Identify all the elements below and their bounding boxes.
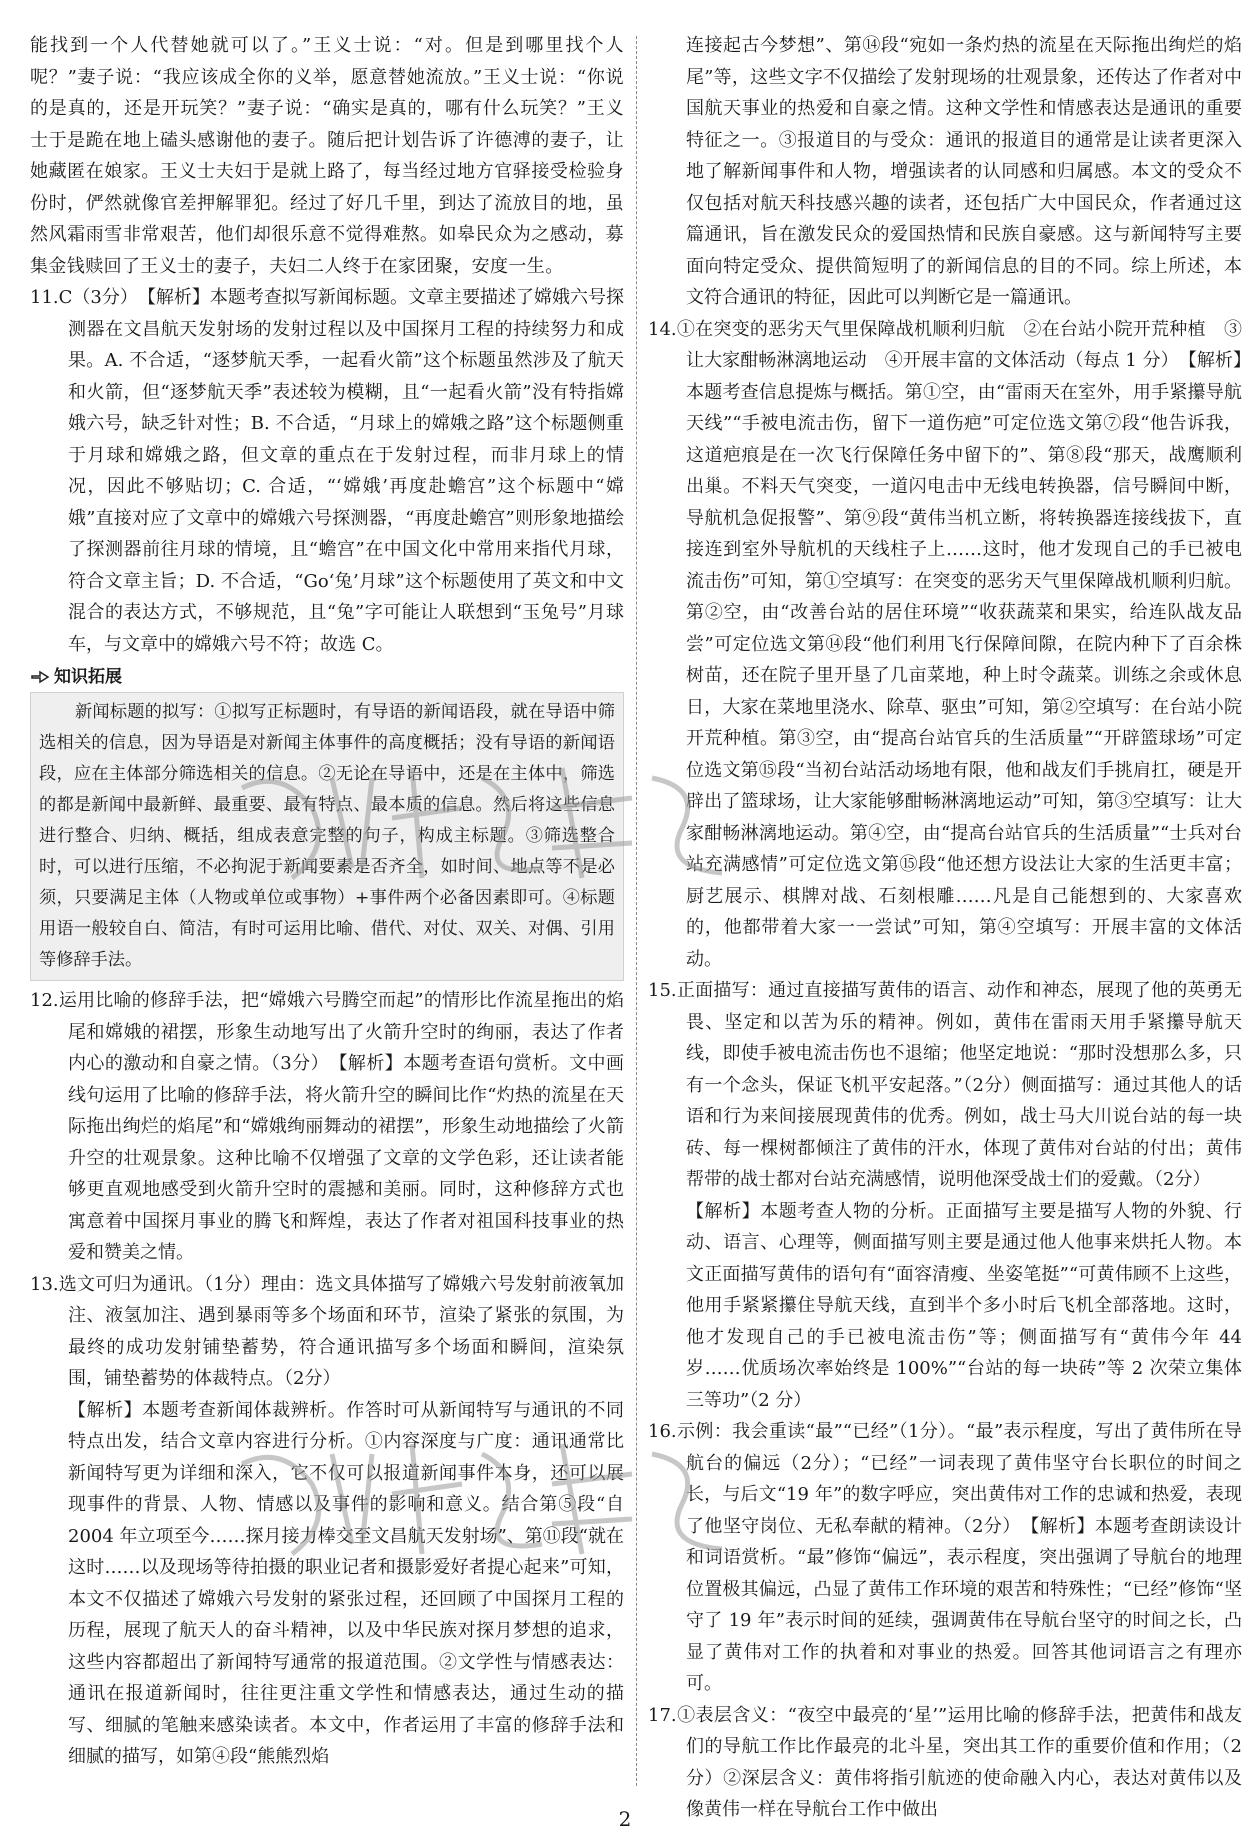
question-13-analysis: 【解析】本题考查新闻体裁辨析。作答时可从新闻特写与通讯的不同特点出发，结合文章内容进行分析。①内容深度与广度：通讯通常比新闻特写更为详细和深入，它不仅可以报道新闻事件本身，还可以展现事件的背景、人物、情感以及事件的影响和意义。结合第⑤段“自 2004 年立项至今……探月接力棒交至文昌航天发射场”、第⑪段“就在这时……以及现场等待拍摄的职业记者和摄影爱好者提心起来”可知，本文不仅描述了嫦娥六号发射的紧张过程，还回顾了中国探月工程的历程，展现了航天人的奋斗精神，以及中华民族对探月梦想的追求，这些内容都超出了新闻特写通常的报道范围。②文学性与情感表达：通讯在报道新闻时，往往更注重文学性和情感表达，通过生动的描写、细腻的笔触来感染读者。本文中，作者运用了丰富的修辞手法和细腻的描写，如第④段“熊熊烈焰: [68, 1399, 624, 1767]
question-16-number: 16.: [648, 1421, 677, 1442]
question-13-number: 13.: [30, 1273, 59, 1295]
page-number: 2: [618, 1807, 632, 1831]
pointing-hand-icon: [30, 668, 50, 686]
question-14-text: ①在突变的恶劣天气里保障战机顺利归航 ②在台站小院开荒种植 ③让大家酣畅淋漓地运动 ④开展丰富的文体活动（每点 1 分） 【解析】本题考查信息提炼与概括。第①空，由“雷雨天在室外，用手紧攥导航天线”“手被电流击伤，留下一道伤疤”可定位选文第⑦段“他告诉我，这道疤痕是在一次飞行保障任务中留下的”、第⑧段“那天，战鹰顺利出巢。不料天气突变，一道闪电击中无线电转换器，信号瞬间中断，导航机急促报警”、第⑨段“黄伟当机立断，将转换器连接线拔下，直接连到室外导航机的天线柱子上……这时，他才发现自己的手已被电流击伤”可知，第①空填写：在突变的恶劣天气里保障战机顺利归航。第②空，由“改善台站的居住环境”“收获蔬菜和果实，给连队战友品尝”可定位选文第⑭段“他们利用飞行保障间隙，在院内种下了百余株树苗，还在院子里开垦了几亩菜地，种上时令蔬菜。训练之余或休息日，大家在菜地里浇水、除草、驱虫”可知，第②空填写：在台站小院开荒种植。第③空，由“提高台站官兵的生活质量”“开辟篮球场”可定位选文第⑮段“当初台站活动场地有限，他和战友们手挑肩扛，硬是开辟出了篮球场，让大家能够酣畅淋漓地运动”可知，第③空填写：让大家酣畅淋漓地运动。第④空，由“提高台站官兵的生活质量”“士兵对台站充满感情”可定位选文第⑮段“他还想方设法让大家的生活更丰富；厨艺展示、棋牌对战、石刻根雕……凡是自己能想到的、大家喜欢的，他都带着大家一一尝试”可知，第④空填写：开展丰富的文体活动。: [676, 318, 1242, 970]
knowledge-box: [30, 692, 624, 981]
question-12-number: 12.: [30, 990, 59, 1011]
question-13-continuation: 连接起古今梦想”、第⑭段“宛如一条灼热的流星在天际拖出绚烂的焰尾”等，这些文字不仅描绘了发射现场的壮观景象，还传达了作者对中国航天事业的热爱和自豪之情。这种文学性和情感表达是通讯的重要特征之一。③报道目的与受众：通讯的报道目的通常是让读者更深入地了解新闻事件和人物，增强读者的认同感和归属感。本文的受众不仅包括对航天科技感兴趣的读者，还包括广大中国民众，作者通过这篇通讯，旨在激发民众的爱国热情和民族自豪感。这与新闻特写主要面向特定受众、提供简短明了的新闻信息的目的不同。综上所述，本文符合通讯的特征，因此可以判断它是一篇通讯。: [686, 35, 1242, 308]
question-12-text: 运用比喻的修辞手法，把“嫦娥六号腾空而起”的情形比作流星拖出的焰尾和嫦娥的裙摆，形象生动地写出了火箭升空时的绚丽，表达了作者内心的激动和自豪之情。（3分） 【解析】本题考查语句赏析。文中画线句运用了比喻的修辞手法，将火箭升空的瞬间比作“灼热的流星在天际拖出绚烂的焰尾”和“嫦娥绚丽舞动的裙摆”，形象生动地描绘了火箭升空的壮观景象。这种比喻不仅增强了文章的文学色彩，还让读者能够更直观地感受到火箭升空时的震撼和美丽。同时，这种修辞方式也寓意着中国探月事业的腾飞和辉煌，表达了作者对祖国科技事业的热爱和赞美之情。: [58, 990, 624, 1263]
question-13: [30, 1269, 624, 1395]
column-divider: [636, 36, 637, 1786]
question-15-text: 正面描写：通过直接描写黄伟的语言、动作和神态，展现了他的英勇无畏、坚定和以苦为乐的精神。例如，黄伟在雷雨天用手紧攥导航天线，即使手被电流击伤也不退缩；他坚定地说：“那时没想那么多，只有一个念头，保证飞机平安起落。”（2分）侧面描写：通过其他人的话语和行为来间接展现黄伟的优秀。例如，战士马大川说台站的每一块砖、每一棵树都倾注了黄伟的汗水，体现了黄伟对台站的付出；黄伟帮带的战士都对台站充满感情，说明他深受战士们的爱戴。（2分）: [676, 980, 1242, 1190]
question-15-analysis: 【解析】本题考查人物的分析。正面描写主要是描写人物的外貌、行动、语言、心理等，侧面描写则主要是通过他人他事来烘托人物。本文正面描写黄伟的语句有“面容清瘦、坐姿笔挺”“可黄伟顾不上这些，他用手紧紧攥住导航天线，直到半个多小时后飞机全部落地。这时，他才发现自己的手已被电流击伤”等；侧面描写有“黄伟今年 44 岁……优质场次率始终是 100%”“台站的每一块砖”等 2 次荣立集体三等功”（2 分）: [686, 1200, 1242, 1411]
question-14: [648, 314, 1242, 976]
right-column: [648, 30, 1242, 1820]
question-11-text: C（3分） 【解析】本题考查拟写新闻标题。文章主要描述了嫦娥六号探测器在文昌航天发射场的发射过程以及中国探月工程的持续努力和成果。A. 不合适，“逐梦航天季，一起看火箭”这个标题虽然涉及了航天和火箭，但“逐梦航天季”表述较为模糊，且“一起看火箭”没有特指嫦娥六号，缺乏针对性；B. 不合适，“月球上的嫦娥之路”这个标题侧重于月球和嫦娥之路，但文章的重点在于发射过程，而非月球上的情况，因此不够贴切；C. 合适，“‘嫦娥’再度赴蟾宫”这个标题中“嫦娥”直接对应了文章中的嫦娥六号探测器，“再度赴蟾宫”则形象地描绘了探测器前往月球的情境，且“蟾宫”在中国文化中常用来指代月球，符合文章主旨；D. 不合适，“Go‘兔’月球”这个标题使用了英文和中文混合的表达方式，不够规范，且“兔”字可能让人联想到“玉兔号”月球车，与文章中的嫦娥六号不符；故选 C。: [58, 287, 624, 655]
question-15-number: 15.: [648, 980, 677, 1001]
question-13-text: 选文可归为通讯。（1分）理由：选文具体描写了嫦娥六号发射前液氧加注、液氢加注、遇到暴雨等多个场面和环节，渲染了紧张的氛围，为最终的成功发射铺垫蓄势，符合通讯描写多个场面和瞬间，渲染氛围，铺垫蓄势的体裁特点。（2分）: [58, 1273, 624, 1389]
story-translation: 能找到一个人代替她就可以了。”王义士说：“对。但是到哪里找个人呢？”妻子说：“我应该成全你的义举，愿意替她流放。”王义士说：“你说的是真的，还是开玩笑？”妻子说：“确实是真的，哪有什么玩笑？”王义士于是跪在地上磕头感谢他的妻子。随后把计划告诉了许德溥的妻子，让她藏匿在娘家。王义士夫妇于是就上路了，每当经过地方官驿接受检验身份时，俨然就像官差押解罪犯。经过了好几千里，到达了流放目的地，虽然风霜雨雪非常艰苦，他们却很乐意不觉得难熬。如皋民众为之感动，募集金钱赎回了王义士的妻子，夫妇二人终于在家团聚，安度一生。: [30, 35, 624, 277]
question-15: [648, 975, 1242, 1196]
question-16: [648, 1416, 1242, 1700]
question-17-text: ①表层含义：“夜空中最亮的‘星’”运用比喻的修辞手法，把黄伟和战友们的导航工作比作最亮的北斗星，突出其工作的重要价值和作用；（2分）②深层含义：黄伟将指引航迹的使命融入内心，表达对黄伟以及像黄伟一样在导航台工作中做出: [676, 1704, 1242, 1820]
question-16-text: 示例：我会重读“最”“已经”（1分）。“最”表示程度，写出了黄伟所在导航台的偏远（2分）；“已经”一词表现了黄伟坚守台长职位的时间之长，与后文“19 年”的数字呼应，突出黄伟对工作的忠诚和热爱，表现了他坚守岗位、无私奉献的精神。（2分） 【解析】本题考查朗读设计和词语赏析。“最”修饰“偏远”，表示程度，突出强调了导航台的地理位置极其偏远，凸显了黄伟工作环境的艰苦和特殊性；“已经”修饰“坚守了 19 年”表示时间的延续，强调黄伟在导航台坚守的时间之长，凸显了黄伟对工作的执着和对事业的热爱。回答其他词语言之有理亦可。: [676, 1421, 1242, 1694]
question-12: [30, 985, 624, 1269]
knowledge-text: 新闻标题的拟写：①拟写正标题时，有导语的新闻语段，就在导语中筛选相关的信息，因为导语是对新闻主体事件的高度概括；没有导语的新闻语段，应在主体部分筛选相关的信息。②无论在导语中，还是在主体中，筛选的都是新闻中最新鲜、最重要、最有特点、最本质的信息。然后将这些信息进行整合、归纳、概括，组成表意完整的句子，构成主标题。③筛选整合时，可以进行压缩，不必拘泥于新闻要素是否齐全，如时间、地点等不是必须，只要满足主体（人物或单位或事物）+事件两个必备因素即可。④标题用语一般较自白、简洁，有时可运用比喻、借代、对仗、双关、对偶、引用等修辞手法。: [39, 702, 615, 970]
question-17-number: 17.: [648, 1704, 677, 1726]
question-14-number: 14.: [648, 318, 677, 340]
knowledge-heading-label: 知识拓展: [54, 667, 122, 687]
question-11-number: 11.: [30, 287, 59, 308]
left-column: [30, 30, 624, 1790]
question-11: [30, 282, 624, 660]
knowledge-heading: [30, 664, 624, 690]
